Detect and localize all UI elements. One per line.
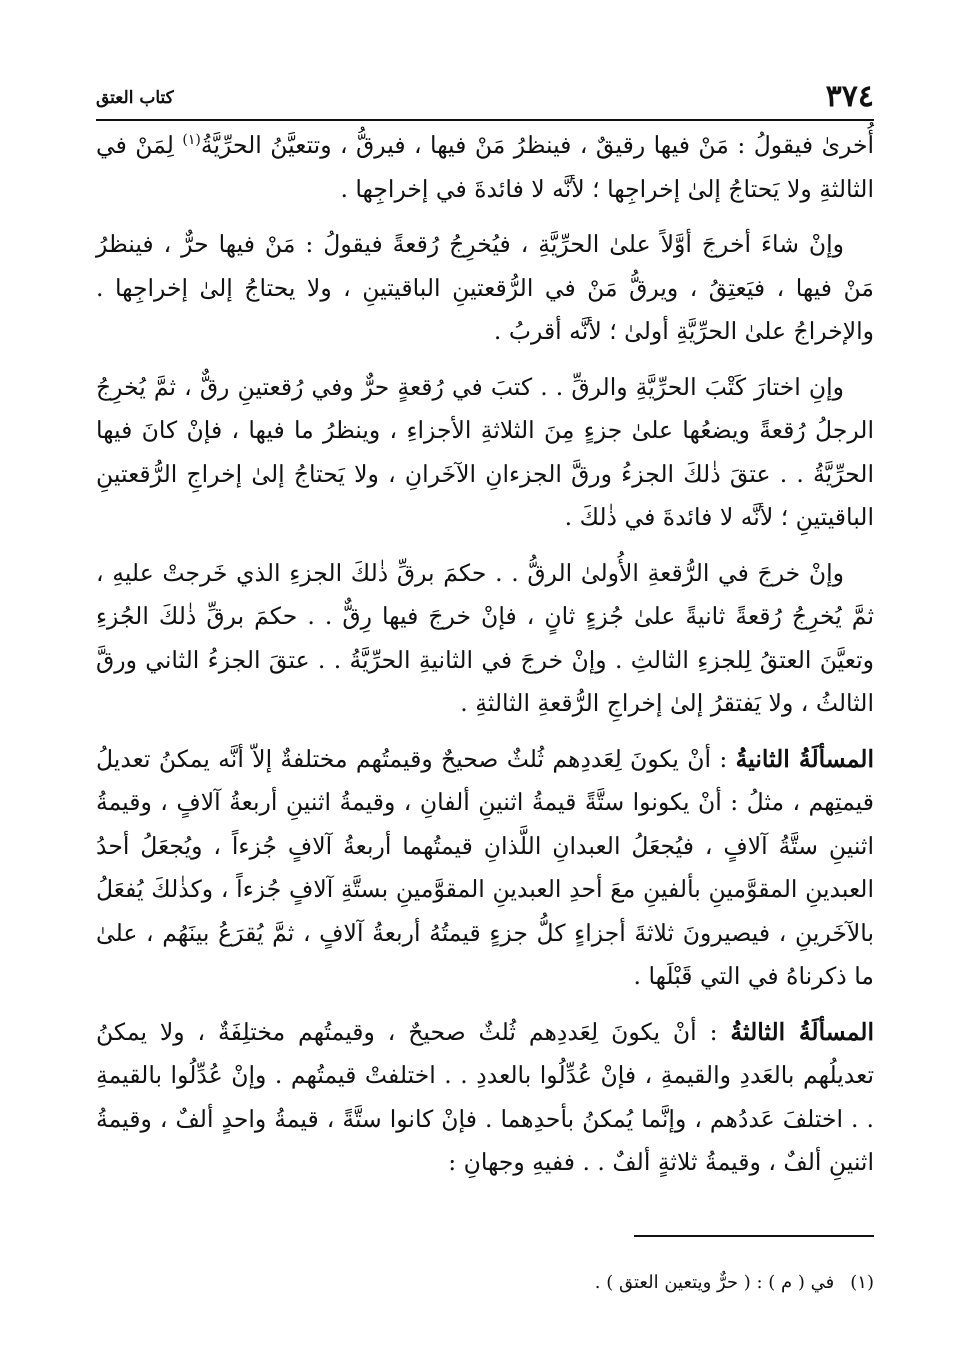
paragraph-2: [96, 223, 874, 354]
paragraph-3: [96, 366, 874, 540]
main-text: [96, 124, 874, 1197]
footnote: [96, 1268, 874, 1298]
paragraph-text: وإنْ شاءَ أخرجَ أوَّلاً علىٰ الحرِّيَّةِ ، فيُخرِجُ رُقعةً فيقولُ : مَنْ فيها حرٌّ ، فينظرُ مَنْ فيها ، فيَعتِقُ ، ويرقُّ مَنْ في الرُّقعتينِ الباقيتينِ ، ولا يحتاجُ إلىٰ إخراجِها . والإخراجُ علىٰ الحرِّيَّةِ أولىٰ ؛ لأنَّه أقربُ .: [96, 230, 874, 345]
paragraph-text: وإنْ خرجَ في الرُّقعةِ الأُولىٰ الرقُّ . . حكمَ برقِّ ذٰلكَ الجزءِ الذي خَرجتْ عليهِ ، ثمَّ يُخرِجُ رُقعةً ثانيةً علىٰ جُزءٍ ثانٍ ، فإنْ خرجَ فيها رِقٌّ . . حكمَ برقِّ ذٰلكَ الجُزءِ وتعيَّنَ العتقُ لِلجزءِ الثالثِ . وإنْ خرجَ في الثانيةِ الحرِّيَّةُ . . عتقَ الجزءُ الثاني ورقَّ الثالثُ ، ولا يَفتقرُ إلىٰ إخراجِ الرُّقعةِ الثالثةِ .: [96, 558, 874, 717]
paragraph-text: : أنْ يكونَ لِعَددِهم ثُلثٌ صحيحٌ وقيمتُهم مختلفةٌ إلاّ أنَّه يمكنُ تعديلُ قيمتِهم ، مثلُ : أنْ يكونوا ستَّةً قيمةُ اثنينِ ألفانِ ، وقيمةُ اثنينِ أربعةُ آلافٍ ، وقيمةُ اثنينِ ستَّةُ آلافٍ ، فيُجعَلُ العبدانِ اللَّذانِ قيمتُهما أربعةُ آلافٍ جُزءاً ، ويُجعَلُ أحدُ العبدينِ المقوَّمينِ بألفينِ معَ أحدِ العبدينِ المقوَّمينِ بستَّةِ آلافٍ جُزءاً ، وكذٰلكَ يُفعَلُ بالآخَرينِ ، فيصيرونَ ثلاثةَ أجزاءٍ كلُّ جزءٍ قيمتُهُ أربعةُ آلافٍ ، ثمَّ يُقرَعُ بينَهُم ، علىٰ ما ذكرناهُ في التي قَبْلَها .: [96, 744, 874, 990]
paragraph-text: وإنِ اختارَ كَتْبَ الحرِّيَّةِ والرقِّ . . كتبَ في رُقعةٍ حرٌّ وفي رُقعتينِ رقٌّ ، ثمَّ يُخرِجُ الرجلُ رُقعةً ويضعُها علىٰ جزءٍ مِنَ الثلاثةِ الأجزاءِ ، وينظرُ ما فيها ، فإنْ كانَ فيها الحرِّيَّةُ . . عتقَ ذٰلكَ الجزءُ ورقَّ الجزءانِ الآخَرانِ ، ولا يَحتاجُ إلىٰ إخراجِ الرُّقعتينِ الباقيتينِ ؛ لأنَّه لا فائدةَ في ذٰلكَ .: [96, 372, 874, 531]
book-title: كتاب العتق: [96, 88, 174, 108]
running-header: [96, 78, 874, 118]
paragraph-text: لِمَنْ في الثالثةِ ولا يَحتاجُ إلىٰ إخراجِها ؛ لأنَّه لا فائدةَ في إخراجِها .: [96, 131, 874, 203]
paragraph-text: أُخرىٰ فيقولُ : مَنْ فيها رقيقٌ ، فينظرُ مَنْ فيها ، فيرقُّ ، وتتعيَّنُ الحرِّيَّةُ: [200, 131, 874, 159]
footnote-text: في ( م ) : ( حرٌّ ويتعين العتق ) .: [594, 1272, 835, 1293]
footnote-marker[interactable]: (١): [182, 132, 201, 149]
footnote-number: (١): [850, 1272, 874, 1293]
paragraph-masala-2: [96, 738, 874, 999]
paragraph-4: [96, 552, 874, 726]
paragraph-1: [96, 124, 874, 211]
header-rule: [96, 119, 874, 121]
paragraph-text: : أنْ يكونَ لِعَددِهم ثُلثٌ صحيحٌ ، وقيمتُهم مختلِفَةٌ ، ولا يمكنُ تعديلُهم بالعَددِ والقيمةِ ، فإنْ عُدِّلُوا بالعددِ . . اختلفتْ قيمتُهم . وإنْ عُدِّلُوا بالقيمةِ . . اختلفَ عَددُهم ، وإنَّما يُمكنُ بأحدِهما . فإنْ كانوا ستَّةً ، قيمةُ واحدٍ ألفٌ ، وقيمةُ اثنينِ ألفٌ ، وقيمةُ ثلاثةٍ ألفٌ . . ففيهِ وجهانِ :: [96, 1017, 874, 1176]
section-heading: المسألَةُ الثانيةُ: [735, 744, 875, 773]
paragraph-masala-3: [96, 1011, 874, 1185]
section-heading: المسألَةُ الثالثةُ: [730, 1017, 874, 1046]
page-number: ٣٧٤: [825, 79, 874, 114]
footnote-rule: [634, 1235, 874, 1237]
